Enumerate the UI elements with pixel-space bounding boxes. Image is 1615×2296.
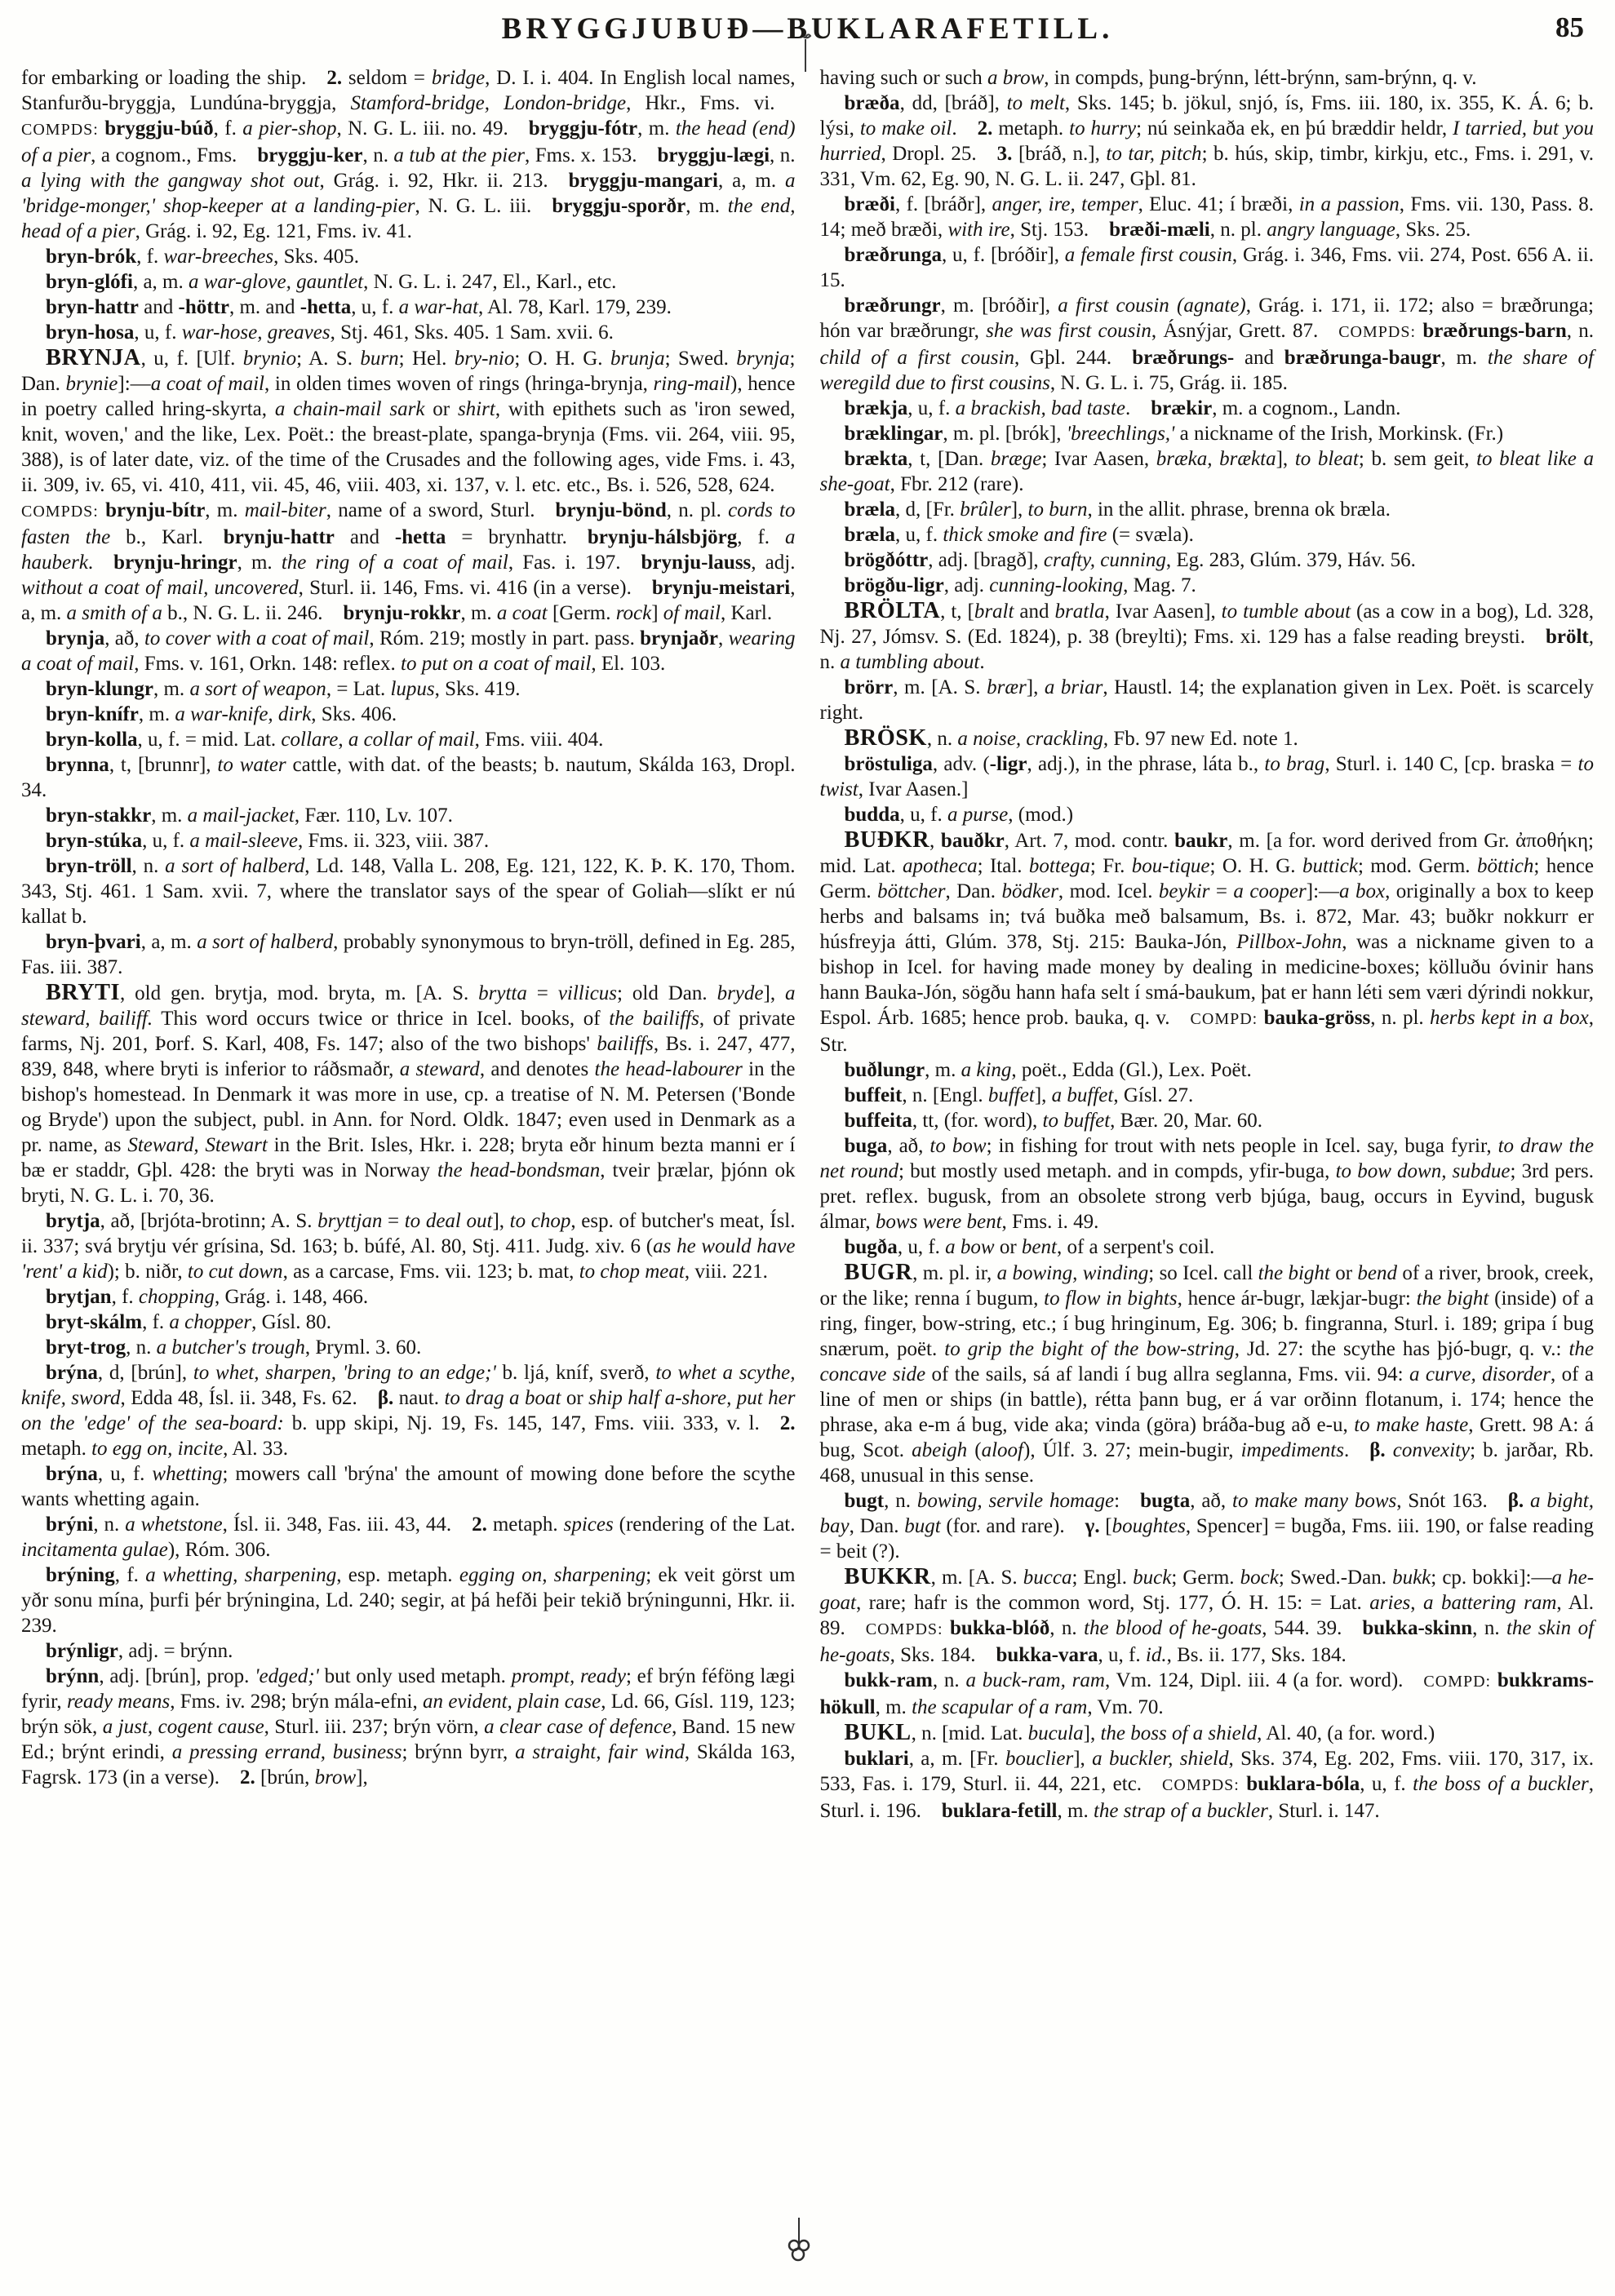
- dictionary-entry: BUKKR, m. [A. S. bucca; Engl. buck; Germ. bock; Swed.-Dan. bukk; cp. bokki]:—a he-goat, rare; hafr is the common word, Stj. 177, Ó. H. 15: = Lat. aries, a battering ram, Al. 89. COMPDS: bukka-blóð, n. the blood of he-goats, 544. 39. bukka-skinn, n. the skin of he-goats, Sks. 184. bukka-vara, u, f. id., Bs. ii. 177, Sks. 184.: [819, 1564, 1595, 1666]
- dictionary-entry: bryn-þvari, a, m. a sort of halberd, probably synonymous to bryn-tröll, defined in Eg. 285, Fas. iii. 387.: [21, 931, 796, 978]
- dictionary-entry: brýnligr, adj. = brýnn.: [46, 1640, 233, 1662]
- dictionary-entry: bræðrunga, u, f. [bróðir], a female first cousin, Grág. i. 346, Fms. vii. 274, Post. 656 A. ii. 15.: [819, 244, 1594, 291]
- dictionary-entry: brýni, n. a whetstone, Ísl. ii. 348, Fas. iii. 43, 44. 2. metaph. spices (rendering of the Lat. incitamenta gulae), Róm. 306.: [21, 1514, 796, 1561]
- dictionary-entry: bryn-stúka, u, f. a mail-sleeve, Fms. ii. 323, viii. 387.: [46, 830, 490, 852]
- dictionary-entry: brýnn, adj. [brún], prop. 'edged;' but only used metaph. prompt, ready; ef brýn féföng lægi fyrir, ready means, Fms. iv. 298; brýn mála-efni, an evident, plain case, Ld. 66, Gísl. 119, 123; brýn sök, a just, cogent cause, Sturl. iii. 237; brýn vörn, a clear case of defence, Band. 15 new Ed.; brýnt erindi, a pressing errand, business; brýnn byrr, a straight, fair wind, Skálda 163, Fagrsk. 173 (in a verse). 2. [brún, brow],: [21, 1665, 796, 1788]
- dictionary-entry: brækja, u, f. a brackish, bad taste. brækir, m. a cognom., Landn.: [844, 397, 1401, 419]
- dictionary-entry: bryn-glófi, a, m. a war-glove, gauntlet, N. G. L. i. 247, El., Karl., etc.: [46, 271, 617, 293]
- handwritten-blot-mark-icon: [785, 2218, 813, 2271]
- dictionary-entry: buklari, a, m. [Fr. bouclier], a buckler, shield, Sks. 374, Eg. 202, Fms. viii. 170, 317, ix. 533, Fas. i. 179, Sturl. ii. 44, 221, etc. COMPDS: buklara-bóla, u, f. the boss of a buckler, Sturl. i. 196. buklara-fetill, m. the strap of a buckler, Sturl. i. 147.: [819, 1748, 1595, 1822]
- dictionary-entry: brynja, að, to cover with a coat of mail, Róm. 219; mostly in part. pass. brynjaðr, wearing a coat of mail, Fms. v. 161, Orkn. 148: reflex. to put on a coat of mail, El. 103.: [21, 627, 796, 675]
- dictionary-entry: bryn-tröll, n. a sort of halberd, Ld. 148, Valla L. 208, Eg. 121, 122, K. Þ. K. 170, Thom. 343, Stj. 461. 1 Sam. xvii. 7, where the translator says of the spear of Goliah—slíkt er nú kallat b.: [21, 855, 796, 928]
- dictionary-entry: BRYTI, old gen. brytja, mod. bryta, m. [A. S. brytta = villicus; old Dan. bryde], a steward, bailiff. This word occurs twice or thrice in Icel. books, of the bailiffs, of private farms, Nj. 201, Þorf. S. Karl, 408, Fs. 147; also of the two bishops' bailiffs, Bs. i. 247, 477, 839, 848, where bryti is inferior to ráðsmaðr, a steward, and denotes the head-labourer in the bishop's homestead. In Denmark it was more in use, cp. a treatise of N. M. Petersen ('Bonde og Bryde') upon the subject, publ. in Ann. for Nord. Oldk. 1847; even used in Denmark as a pr. name, as Steward, Stewart in the Brit. Isles, Hkr. i. 228; bryta eðr hinum bezta manni er í bæ er staddr, Gþl. 428: the bryti was in Norway the head-bondsman, tveir þrælar, þjónn ok bryti, N. G. L. i. 70, 36.: [21, 980, 796, 1207]
- dictionary-entry: bræði, f. [bráðr], anger, ire, temper, Eluc. 41; í bræði, in a passion, Fms. vii. 130, Pass. 8. 14; með bræði, with ire, Stj. 153. bræði-mæli, n. pl. angry language, Sks. 25.: [819, 193, 1594, 241]
- dictionary-entry: budda, u, f. a purse, (mod.): [844, 804, 1074, 826]
- dictionary-entry: brytjan, f. chopping, Grág. i. 148, 466.: [46, 1286, 369, 1308]
- dictionary-entry: brýning, f. a whetting, sharpening, esp. metaph. egging on, sharpening; ek veit görst um yðr sonu mína, þurfi þér brýningina, Ld. 240; segir, at þá hefði þeir tekið brýningunni, Hkr. ii. 239.: [21, 1564, 796, 1637]
- page-number: 85: [1555, 11, 1584, 43]
- dictionary-entry: brýna, u, f. whetting; mowers call 'brýna' the amount of mowing done before the scythe wants whetting again.: [21, 1463, 796, 1510]
- dictionary-entry: BUKL, n. [mid. Lat. bucula], the boss of a shield, Al. 40, (a for. word.): [844, 1720, 1435, 1745]
- dictionary-entry: buffeita, tt, (for. word), to buffet, Bær. 20, Mar. 60.: [844, 1110, 1262, 1132]
- text-columns: [21, 65, 1594, 1824]
- dictionary-entry: bugt, n. bowing, servile homage: bugta, að, to make many bows, Snót 163. β. a bight, bay, Dan. bugt (for. and rare). γ. [boughtes, Spencer] = bugða, Fms. iii. 190, or false reading = beit (?).: [819, 1490, 1595, 1562]
- dictionary-entry: buffeit, n. [Engl. buffet], a buffet, Gísl. 27.: [844, 1084, 1194, 1106]
- dictionary-entry: bræla, d, [Fr. brûler], to burn, in the allit. phrase, brenna ok bræla.: [844, 499, 1391, 521]
- dictionary-entry: BRYNJA, u, f. [Ulf. brynio; A. S. burn; Hel. bry-nio; O. H. G. brunja; Swed. brynja; Dan. brynie]:—a coat of mail, in olden times woven of rings (hringa-brynja, ring-mail), hence in poetry called hring-skyrta, a chain-mail sark or shirt, with epithets such as 'iron sewed, knit, woven,' and the like, Lex. Poët.: the breast-plate, spanga-brynja (Fms. vii. 264, viii. 95, 388), is of later date, viz. of the time of the Crusades and the following ages, vide Fms. i. 43, ii. 309, iv. 65, vi. 410, 411, vii. 45, 46, viii. 403, xi. 137, v. l. etc. etc., Bs. i. 526, 528, 624. COMPDS: brynju-bítr, m. mail-biter, name of a sword, Sturl. brynju-bönd, n. pl. cords to fasten the b., Karl. brynju-hattr and -hetta = brynhattr. brynju-hálsbjörg, f. a hauberk. brynju-hringr, m. the ring of a coat of mail, Fas. i. 197. brynju-lauss, adj. without a coat of mail, uncovered, Sturl. ii. 146, Fms. vi. 416 (in a verse). brynju-meistari, a, m. a smith of a b., N. G. L. ii. 246. brynju-rokkr, m. a coat [Germ. rock] of mail, Karl.: [21, 345, 796, 624]
- dictionary-entry: brækta, t, [Dan. bræge; Ivar Aasen, bræka, brækta], to bleat; b. sem geit, to bleat like a she-goat, Fbr. 212 (rare).: [819, 448, 1594, 495]
- dictionary-entry: bukk-ram, n. a buck-ram, ram, Vm. 124, Dipl. iii. 4 (a for. word). COMPD: bukkrams-hökull, m. the scapular of a ram, Vm. 70.: [819, 1669, 1595, 1718]
- dictionary-entry: buga, að, to bow; in fishing for trout with nets people in Icel. say, buga fyrir, to draw the net round; but mostly used metaph. and in compds, yfir-buga, to bow down, subdue; 3rd pers. pret. reflex. bugusk, from an obsolete strong verb bjúga, baug, occurs in Eyvind, bugusk álmar, bows were bent, Fms. i. 49.: [819, 1135, 1595, 1233]
- dictionary-entry: having such or such a brow, in compds, þung-brýnn, létt-brýnn, sam-brýnn, q. v.: [819, 67, 1477, 89]
- dictionary-entry: bröstuliga, adv. (-ligr, adj.), in the phrase, láta b., to brag, Sturl. i. 140 C, [cp. braska = to twist, Ivar Aasen.]: [819, 753, 1594, 800]
- dictionary-entry: bryn-hattr and -höttr, m. and -hetta, u, f. a war-hat, Al. 78, Karl. 179, 239.: [46, 296, 672, 318]
- dictionary-entry: bryn-hosa, u, f. war-hose, greaves, Stj. 461, Sks. 405. 1 Sam. xvii. 6.: [46, 321, 614, 344]
- dictionary-entry: brynna, t, [brunnr], to water cattle, with dat. of the beasts; b. nautum, Skálda 163, Dropl. 34.: [21, 754, 796, 801]
- dictionary-entry: brýna, d, [brún], to whet, sharpen, 'bring to an edge;' b. ljá, kníf, sverð, to whet a scythe, knife, sword, Edda 48, Ísl. ii. 348, Fs. 62. β. naut. to drag a boat or ship half a-shore, put her on the 'edge' of the sea-board: b. upp skipi, Nj. 19, Fs. 145, 147, Fms. viii. 333, v. l. 2. metaph. to egg on, incite, Al. 33.: [21, 1362, 796, 1460]
- dictionary-entry: BRÖSK, n. a noise, crackling, Fb. 97 new Ed. note 1.: [844, 725, 1298, 751]
- running-head: BRYGGJUBUÐ—BUKLARAFETILL.: [501, 12, 1114, 46]
- dictionary-entry: bryn-stakkr, m. a mail-jacket, Fær. 110, Lv. 107.: [46, 804, 453, 827]
- dictionary-entry: bræla, u, f. thick smoke and fire (= svæla).: [844, 524, 1194, 546]
- dictionary-entry: bræðrungr, m. [bróðir], a first cousin (agnate), Grág. i. 171, ii. 172; also = bræðrunga; hón var bræðrungr, she was first cousin, Ásnýjar, Grett. 87. COMPDS: bræðrungs-barn, n. child of a first cousin, Gþl. 244. bræðrungs- and bræðrunga-baugr, m. the share of weregild due to first cousins, N. G. L. i. 75, Grág. ii. 185.: [819, 295, 1595, 394]
- dictionary-entry: bræða, dd, [bráð], to melt, Sks. 145; b. jökul, snjó, ís, Fms. iii. 180, ix. 355, K. Á. 6; b. lýsi, to make oil. 2. metaph. to hurry; nú seinkaða ek, en þú bræddir heldr, I tarried, but you hurried, Dropl. 25. 3. [bráð, n.], to tar, pitch; b. hús, skip, timbr, kirkju, etc., Fms. i. 291, v. 331, Vm. 62, Eg. 90, N. G. L. ii. 247, Gþl. 81.: [819, 92, 1595, 190]
- dictionary-entry: bryt-skálm, f. a chopper, Gísl. 80.: [46, 1311, 331, 1333]
- dictionary-entry: BUGR, m. pl. ir, a bowing, winding; so Icel. call the bight or bend of a river, brook, creek, or the like; renna í bugum, to flow in bights, hence ár-bugr, lækjar-bugr: the bight (inside) of a ring, finger, bow-string, etc.; í bug hringinum, Eg. 306; b. fingranna, Sturl. i. 189; gripa í bug snærum, poët. to grip the bight of the bow-string, Jd. 27: the scythe has þjó-bugr, q. v.: the concave side of the sails, sá af landi í bug allra seglanna, Fms. vii. 94: a curve, disorder, of a line of men or ships (in battle), rétta þann bug, er á var orðinn flotanum, i. 174; hence the phrase, aka e-m á bug, vide aka; vinda (göra) bráða-bug að e-u, to make haste, Grett. 98 A: á bug, Scot. abeigh (aloof), Úlf. 3. 27; mein-bugir, impediments. β. convexity; b. jarðar, Rb. 468, unusual in this sense.: [819, 1260, 1595, 1487]
- dictionary-entry: brögðóttr, adj. [bragð], crafty, cunning, Eg. 283, Glúm. 379, Háv. 56.: [844, 549, 1416, 571]
- dictionary-entry: brögðu-ligr, adj. cunning-looking, Mag. 7.: [844, 574, 1196, 596]
- dictionary-entry: bryn-brók, f. war-breeches, Sks. 405.: [46, 246, 360, 268]
- dictionary-entry: buðlungr, m. a king, poët., Edda (Gl.), Lex. Poët.: [844, 1059, 1252, 1081]
- dictionary-entry: brörr, m. [A. S. brær], a briar, Haustl. 14; the explanation given in Lex. Poët. is scarcely right.: [819, 676, 1595, 724]
- column-left: [21, 65, 796, 1824]
- dictionary-entry: bryt-trog, n. a butcher's trough, Þryml. 3. 60.: [46, 1336, 422, 1359]
- column-right: [820, 65, 1595, 1824]
- dictionary-entry: for embarking or loading the ship. 2. seldom = bridge, D. I. i. 404. In English local names, Stanfurðu-bryggja, Lundúna-bryggja, Stamford-bridge, London-bridge, Hkr., Fms. vi. COMPDS: bryggju-búð, f. a pier-shop, N. G. L. iii. no. 49. bryggju-fótr, m. the head (end) of a pier, a cognom., Fms. bryggju-ker, n. a tub at the pier, Fms. x. 153. bryggju-lægi, n. a lying with the gangway shot out, Grág. i. 92, Hkr. ii. 213. bryggju-mangari, a, m. a 'bridge-monger,' shop-keeper at a landing-pier, N. G. L. iii. bryggju-sporðr, m. the end, head of a pier, Grág. i. 92, Eg. 121, Fms. iv. 41.: [21, 67, 796, 242]
- dictionary-entry: BRÖLTA, t, [bralt and bratla, Ivar Aasen], to tumble about (as a cow in a bog), Ld. 328, Nj. 27, Jómsv. S. (Ed. 1824), p. 38 (breylti); Fms. xi. 129 has a false reading breysti. brölt, n. a tumbling about.: [819, 598, 1595, 673]
- dictionary-entry: bryn-kolla, u, f. = mid. Lat. collare, a collar of mail, Fms. viii. 404.: [46, 729, 604, 751]
- dictionary-entry: bræklingar, m. pl. [brók], 'breechlings,' a nickname of the Irish, Morkinsk. (Fr.): [844, 423, 1504, 445]
- dictionary-entry: bryn-klungr, m. a sort of weapon, = Lat. lupus, Sks. 419.: [46, 678, 521, 700]
- dictionary-entry: bryn-knífr, m. a war-knife, dirk, Sks. 406.: [46, 703, 397, 725]
- dictionary-entry: bugða, u, f. a bow or bent, of a serpent's coil.: [844, 1236, 1215, 1258]
- dictionary-entry: brytja, að, [brjóta-brotinn; A. S. bryttjan = to deal out], to chop, esp. of butcher's meat, Ísl. ii. 337; svá brytju vér grísina, Sd. 163; b. búfé, Al. 80, Stj. 411. Judg. xiv. 6 (as he would have 'rent' a kid); b. niðr, to cut down, as a carcase, Fms. vii. 123; b. mat, to chop meat, viii. 221.: [21, 1210, 796, 1283]
- dictionary-entry: BUÐKR, bauðkr, Art. 7, mod. contr. baukr, m. [a for. word derived from Gr. ἀποθήκη; mid. Lat. apotheca; Ital. bottega; Fr. bou-tique; O. H. G. buttick; mod. Germ. böttich; hence Germ. böttcher, Dan. bödker, mod. Icel. beykir = a cooper]:—a box, originally a box to keep herbs and balsams in; tvá buðka með balsamum, Bs. i. 872, Mar. 43; buðkr nokkurr er húsfreyja átti, Glúm. 378, Stj. 215: Bauka-Jón, Pillbox-John, was a nickname given to a bishop in Icel. for having made money by dealing in medicine-boxes; kölluðu óvinir hans hann Bauka-Jón, sögðu hann hafa selt í smá-baukum, þat er hann léti sem væri dýrindi nokkur, Espol. Árb. 1685; hence prob. bauka, q. v. COMPD: bauka-gröss, n. pl. herbs kept in a box, Str.: [819, 827, 1595, 1056]
